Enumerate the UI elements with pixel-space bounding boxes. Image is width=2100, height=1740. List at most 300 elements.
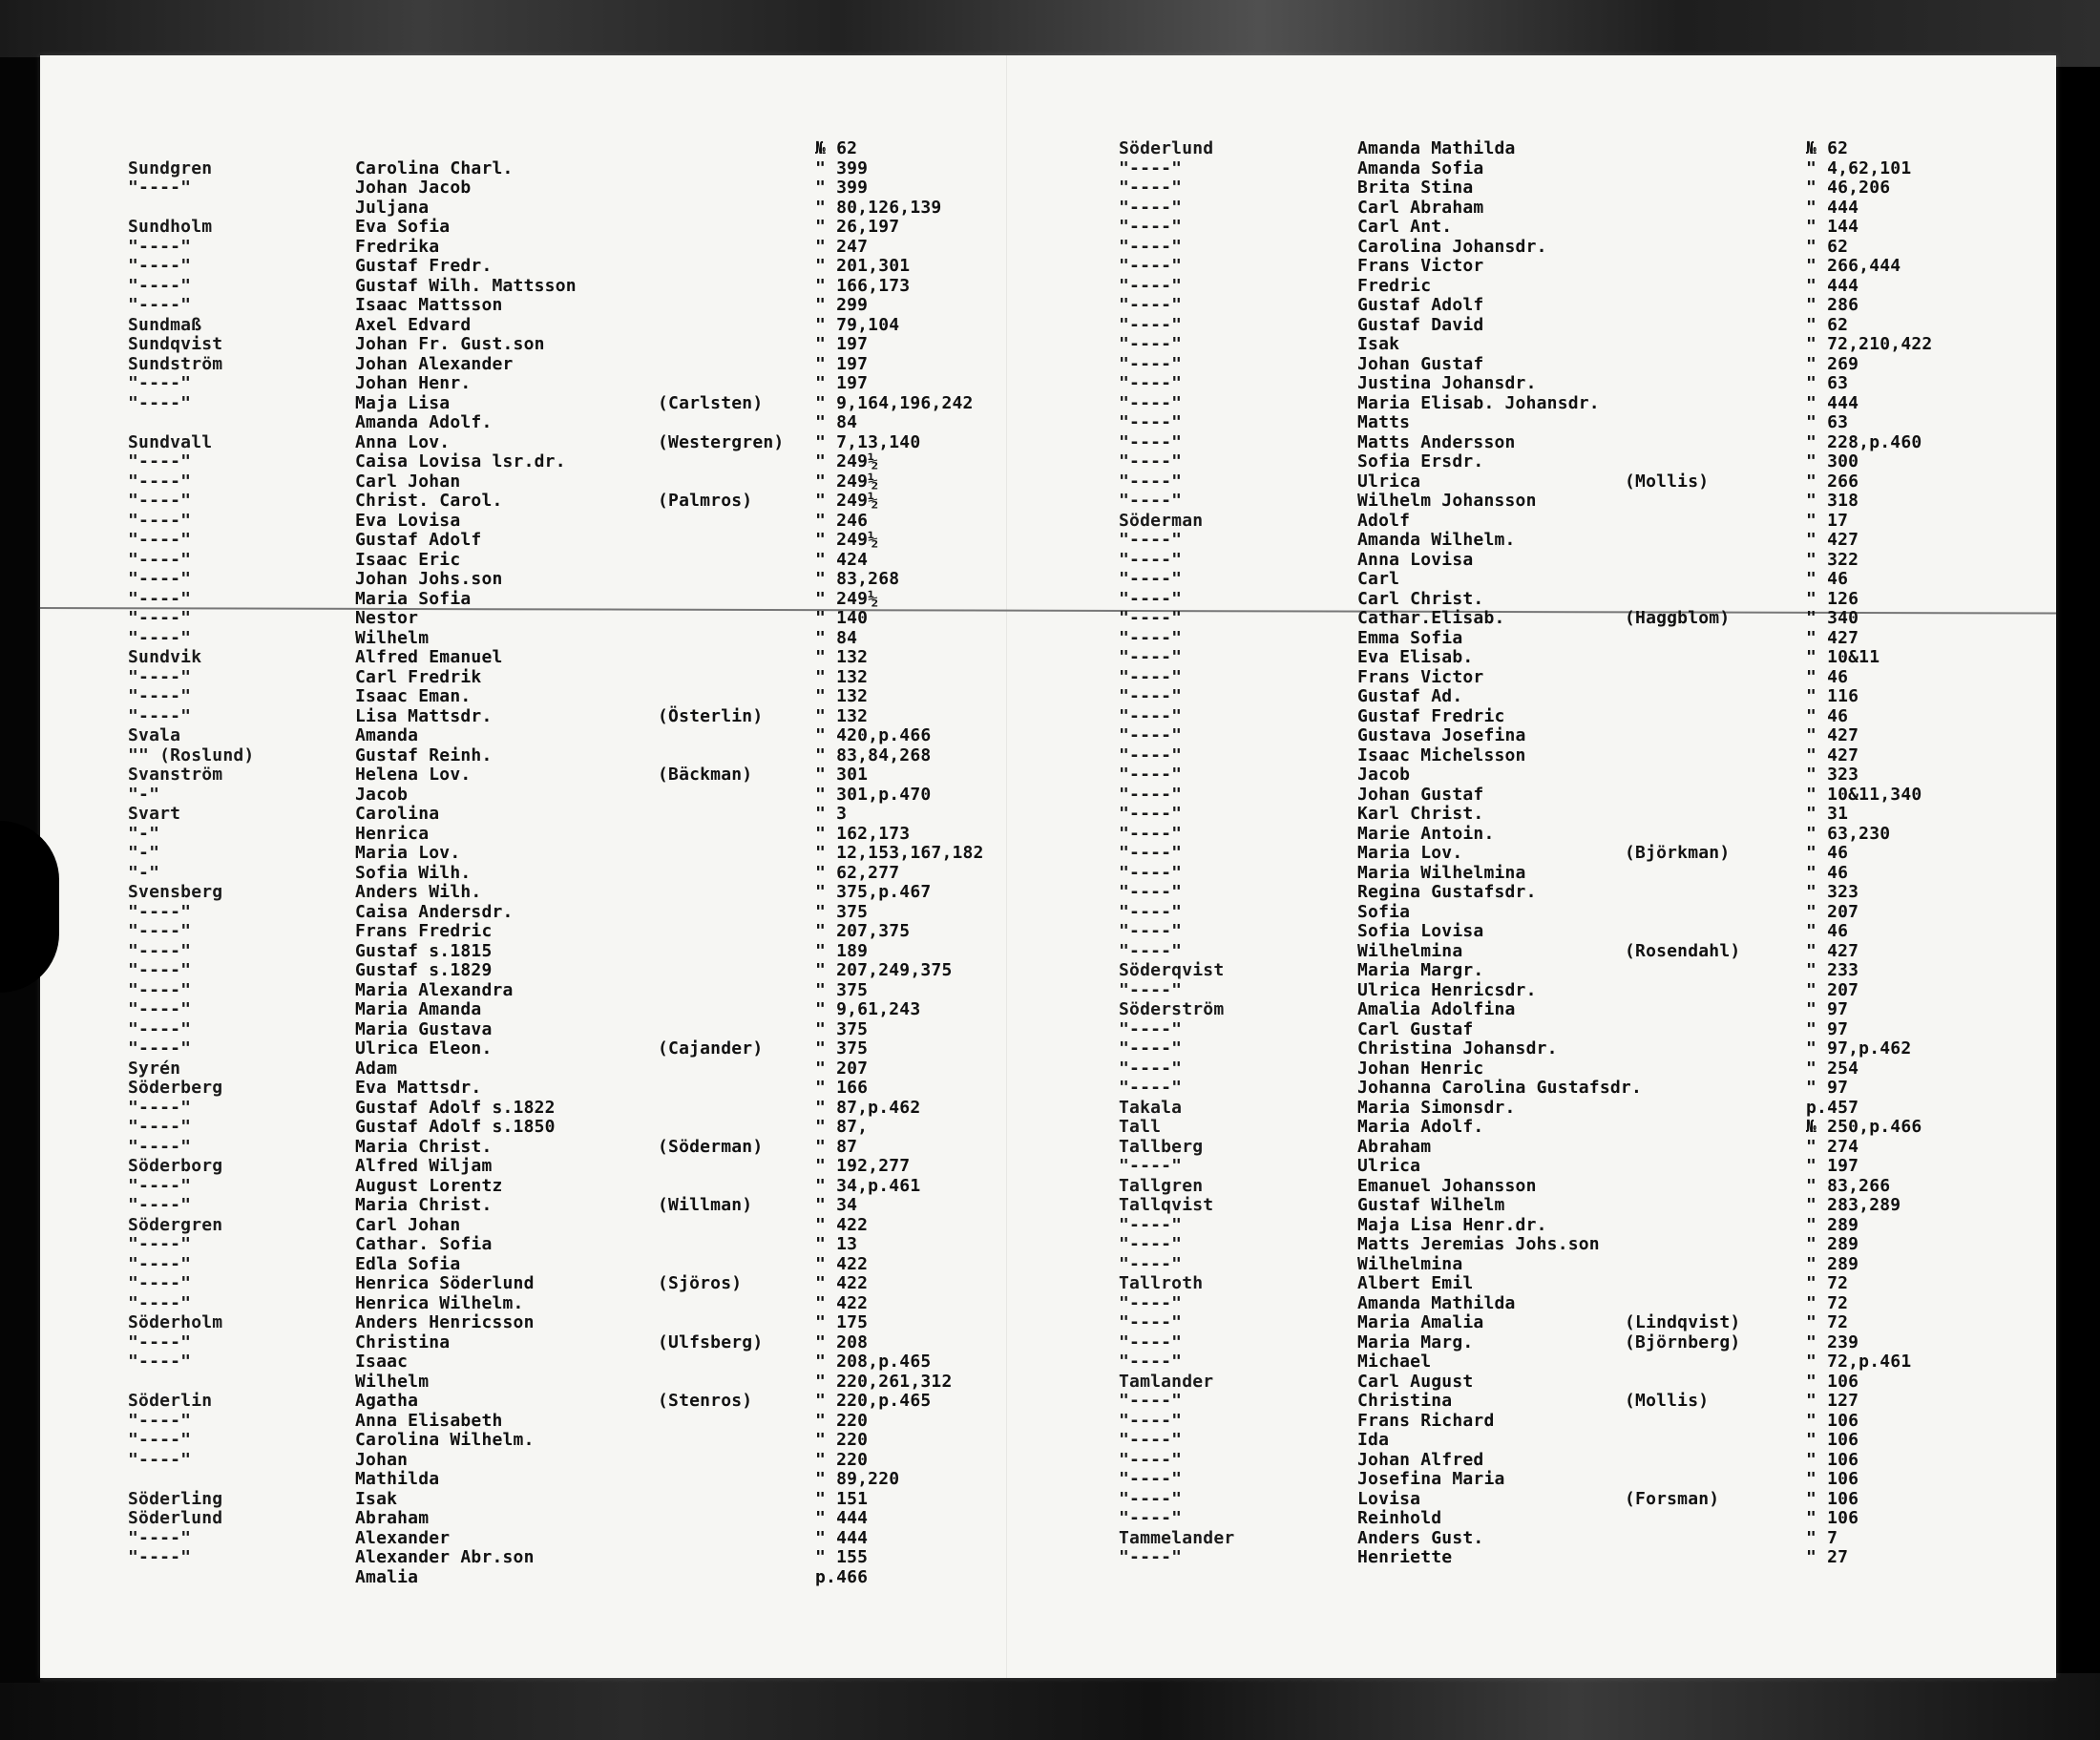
entry-surname: "----" xyxy=(1119,627,1183,648)
entry-nums: " 10&11 xyxy=(1806,647,1880,667)
entry-nums: " 300 xyxy=(1806,451,1859,472)
entry-given: Maria Adolf. xyxy=(1357,1117,1484,1137)
entry-note: (Sjöros) xyxy=(658,1273,743,1293)
entry-surname: Söderholm xyxy=(128,1312,223,1332)
entry-nums: " 12,153,167,182 xyxy=(815,843,984,863)
entry-given: Carl August xyxy=(1357,1371,1474,1392)
page-crease xyxy=(1006,55,1007,1678)
entry-given: Johan Fr. Gust.son xyxy=(355,334,545,354)
entry-given: Maria Lov. xyxy=(355,843,461,863)
entry-surname: "----" xyxy=(128,510,192,531)
entry-given: Maria Simonsdr. xyxy=(1357,1097,1516,1118)
entry-nums: " 89,220 xyxy=(815,1469,900,1489)
entry-nums: " 444 xyxy=(815,1527,869,1548)
entry-surname: Söderlund xyxy=(1119,138,1214,158)
entry-surname: "----" xyxy=(128,256,192,276)
entry-given: Isak xyxy=(1357,334,1400,354)
entry-given: Gustaf Ad. xyxy=(1357,686,1463,706)
entry-nums: " 106 xyxy=(1806,1469,1859,1489)
entry-nums: " 97 xyxy=(1806,1078,1849,1098)
entry-nums: " 422 xyxy=(815,1253,869,1274)
entry-given: Isaac Michelsson xyxy=(1357,744,1526,765)
entry-nums: " 375 xyxy=(815,1038,869,1059)
entry-surname: Tall xyxy=(1119,1117,1162,1137)
entry-surname: "----" xyxy=(128,921,192,941)
entry-surname: "----" xyxy=(1119,1331,1183,1352)
entry-nums: " 220,p.465 xyxy=(815,1391,932,1411)
entry-nums: " 62 xyxy=(1806,314,1849,335)
entry-given: Amanda Wilhelm. xyxy=(1357,530,1516,550)
entry-surname: "----" xyxy=(1119,647,1183,667)
entry-given: Anders Gust. xyxy=(1357,1527,1484,1548)
entry-note: (Mollis) xyxy=(1625,471,1710,492)
entry-surname: "----" xyxy=(1119,823,1183,844)
entry-nums: " 166 xyxy=(815,1078,869,1098)
entry-surname: "----" xyxy=(1119,725,1183,745)
entry-surname: "----" xyxy=(1119,1214,1183,1235)
entry-given: Gustaf Wilhelm xyxy=(1357,1195,1505,1215)
entry-nums: № 62 xyxy=(1806,138,1849,158)
entry-given: Isaac Eman. xyxy=(355,686,472,706)
entry-nums: " 375 xyxy=(815,901,869,922)
entry-given: Frans Victor xyxy=(1357,666,1484,687)
entry-nums: " 427 xyxy=(1806,744,1859,765)
entry-surname: "----" xyxy=(128,1527,192,1548)
entry-nums: " 266 xyxy=(1806,471,1859,492)
entry-given: Carl Johan xyxy=(355,1214,461,1235)
entry-given: Ulrica Eleon. xyxy=(355,1038,493,1059)
entry-nums: " 323 xyxy=(1806,765,1859,785)
entry-given: Johan Gustaf xyxy=(1357,784,1484,805)
entry-given: Amalia xyxy=(355,1566,419,1587)
entry-surname: "----" xyxy=(1119,1508,1183,1528)
entry-nums: " 246 xyxy=(815,510,869,531)
entry-given: Ulrica xyxy=(1357,471,1421,492)
entry-nums: " 197 xyxy=(815,334,869,354)
entry-given: Henriette xyxy=(1357,1547,1453,1567)
entry-given: Alfred Wiljam xyxy=(355,1156,493,1176)
entry-surname: "----" xyxy=(128,979,192,1000)
entry-note: (Haggblom) xyxy=(1625,608,1731,628)
entry-nums: " 444 xyxy=(1806,275,1859,296)
entry-nums: " 7,13,140 xyxy=(815,431,921,452)
entry-nums: " 151 xyxy=(815,1488,869,1509)
entry-note: (Ulfsberg) xyxy=(658,1331,764,1352)
entry-given: Wilhelm xyxy=(355,1371,430,1392)
entry-nums: " 9,61,243 xyxy=(815,999,921,1019)
entry-nums: " 132 xyxy=(815,666,869,687)
entry-nums: " 72 xyxy=(1806,1273,1849,1293)
entry-surname: "----" xyxy=(1119,530,1183,550)
entry-surname: Söderberg xyxy=(128,1078,223,1098)
entry-nums: " 233 xyxy=(1806,960,1859,980)
entry-surname: "----" xyxy=(128,1018,192,1039)
entry-given: Carl Gustaf xyxy=(1357,1018,1474,1039)
entry-given: Christina xyxy=(355,1331,451,1352)
entry-given: Helena Lov. xyxy=(355,765,472,785)
entry-nums: " 422 xyxy=(815,1292,869,1313)
entry-note: (Stenros) xyxy=(658,1391,753,1411)
entry-nums: " 80,126,139 xyxy=(815,197,942,218)
entry-surname: "----" xyxy=(128,569,192,589)
entry-nums: " 301 xyxy=(815,765,869,785)
entry-nums: " 289 xyxy=(1806,1253,1859,1274)
entry-surname: Tallberg xyxy=(1119,1136,1204,1157)
entry-nums: " 323 xyxy=(1806,882,1859,902)
entry-surname: "----" xyxy=(128,705,192,726)
entry-nums: " 208,p.465 xyxy=(815,1352,932,1372)
entry-given: Johan Jacob xyxy=(355,178,472,198)
entry-surname: Sundvik xyxy=(128,647,202,667)
entry-given: Anna Elisabeth xyxy=(355,1410,503,1431)
entry-nums: " 46 xyxy=(1806,666,1849,687)
entry-nums: " 208 xyxy=(815,1331,869,1352)
entry-surname: "----" xyxy=(1119,705,1183,726)
entry-given: Maria Margr. xyxy=(1357,960,1484,980)
entry-given: Matts Andersson xyxy=(1357,431,1516,452)
entry-nums: " 62 xyxy=(1806,236,1849,257)
entry-given: Christ. Carol. xyxy=(355,491,503,511)
entry-given: August Lorentz xyxy=(355,1175,503,1196)
entry-note: (Björkman) xyxy=(1625,843,1731,863)
entry-nums: " 249½ xyxy=(815,530,879,550)
entry-surname: "----" xyxy=(128,392,192,413)
entry-surname: "----" xyxy=(128,1292,192,1313)
entry-given: Johan Henr. xyxy=(355,373,472,393)
entry-surname: "----" xyxy=(128,295,192,315)
entry-given: Agatha xyxy=(355,1391,419,1411)
entry-nums: " 192,277 xyxy=(815,1156,911,1176)
entry-given: Maria Elisab. Johansdr. xyxy=(1357,392,1600,413)
entry-nums: " 72 xyxy=(1806,1312,1849,1332)
entry-surname: "----" xyxy=(1119,1391,1183,1411)
entry-surname: "----" xyxy=(1119,666,1183,687)
entry-note: (Cajander) xyxy=(658,1038,764,1059)
entry-surname: "----" xyxy=(128,1410,192,1431)
entry-nums: " 83,266 xyxy=(1806,1175,1891,1196)
entry-nums: " 34 xyxy=(815,1195,858,1215)
entry-surname: "----" xyxy=(1119,1058,1183,1079)
entry-given: Anna Lovisa xyxy=(1357,549,1474,570)
entry-nums: " 444 xyxy=(1806,197,1859,218)
entry-nums: " 13 xyxy=(815,1234,858,1254)
entry-nums: " 87,p.462 xyxy=(815,1097,921,1118)
entry-surname: "----" xyxy=(1119,392,1183,413)
entry-surname: "----" xyxy=(1119,1018,1183,1039)
entry-given: Fredrika xyxy=(355,236,440,257)
entry-surname: "----" xyxy=(128,1195,192,1215)
entry-nums: " 97 xyxy=(1806,1018,1849,1039)
entry-given: Maria Alexandra xyxy=(355,979,514,1000)
entry-surname: "----" xyxy=(128,1175,192,1196)
entry-surname: Söderqvist xyxy=(1119,960,1225,980)
entry-surname: "-" xyxy=(128,843,160,863)
entry-nums: " 220,261,312 xyxy=(815,1371,953,1392)
entry-nums: " 72,210,422 xyxy=(1806,334,1933,354)
entry-nums: " 249½ xyxy=(815,491,879,511)
entry-note: (Westergren) xyxy=(658,431,785,452)
entry-surname: "----" xyxy=(128,1117,192,1137)
entry-note: (Rosendahl) xyxy=(1625,940,1741,961)
entry-given: Alfred Emanuel xyxy=(355,647,503,667)
entry-given: Abraham xyxy=(355,1508,430,1528)
entry-given: Christina Johansdr. xyxy=(1357,1038,1558,1059)
entry-nums: " 424 xyxy=(815,549,869,570)
entry-surname: "----" xyxy=(1119,471,1183,492)
entry-nums: " 46 xyxy=(1806,843,1849,863)
entry-surname: Syrén xyxy=(128,1058,181,1079)
entry-given: Matts xyxy=(1357,412,1411,432)
entry-given: Christina xyxy=(1357,1391,1453,1411)
entry-nums: " 247 xyxy=(815,236,869,257)
entry-nums: " 97,p.462 xyxy=(1806,1038,1912,1059)
entry-surname: "----" xyxy=(128,491,192,511)
entry-surname: "----" xyxy=(128,1097,192,1118)
entry-surname: "----" xyxy=(128,1234,192,1254)
entry-surname: Svart xyxy=(128,804,181,824)
entry-given: Fredric xyxy=(1357,275,1432,296)
entry-given: Maria Sofia xyxy=(355,588,472,609)
entry-surname: Södergren xyxy=(128,1214,223,1235)
entry-given: Gustaf Adolf s.1822 xyxy=(355,1097,556,1118)
entry-nums: " 175 xyxy=(815,1312,869,1332)
entry-given: Carl Abraham xyxy=(1357,197,1484,218)
entry-given: Sofia Ersdr. xyxy=(1357,451,1484,472)
entry-surname: "----" xyxy=(1119,804,1183,824)
entry-surname: "----" xyxy=(1119,275,1183,296)
entry-given: Henrica xyxy=(355,823,430,844)
entry-given: Gustaf Adolf s.1850 xyxy=(355,1117,556,1137)
entry-given: Gustaf Adolf xyxy=(355,530,482,550)
entry-nums: " 79,104 xyxy=(815,314,900,335)
entry-given: Carl Fredrik xyxy=(355,666,482,687)
entry-nums: " 46,206 xyxy=(1806,178,1891,198)
entry-surname: "----" xyxy=(1119,451,1183,472)
entry-nums: " 10&11,340 xyxy=(1806,784,1922,805)
entry-surname: "----" xyxy=(128,549,192,570)
entry-surname: "----" xyxy=(128,1253,192,1274)
entry-given: Maria Amanda xyxy=(355,999,482,1019)
entry-given: Reinhold xyxy=(1357,1508,1442,1528)
entry-surname: "----" xyxy=(128,1547,192,1567)
entry-given: Frans Richard xyxy=(1357,1410,1495,1431)
entry-given: Gustava Josefina xyxy=(1357,725,1526,745)
entry-surname: "----" xyxy=(1119,334,1183,354)
entry-nums: " 46 xyxy=(1806,862,1849,883)
entry-given: Carolina Wilhelm. xyxy=(355,1430,535,1450)
entry-surname: "----" xyxy=(1119,1156,1183,1176)
entry-given: Maja Lisa Henr.dr. xyxy=(1357,1214,1547,1235)
entry-surname: "----" xyxy=(1119,588,1183,609)
entry-note: (Palmros) xyxy=(658,491,753,511)
entry-given: Maja Lisa xyxy=(355,392,451,413)
entry-surname: "----" xyxy=(1119,784,1183,805)
entry-nums: " 207 xyxy=(1806,901,1859,922)
entry-nums: " 249½ xyxy=(815,471,879,492)
entry-nums: " 201,301 xyxy=(815,256,911,276)
entry-nums: " 63 xyxy=(1806,373,1849,393)
entry-given: Jacob xyxy=(1357,765,1411,785)
entry-given: Johan Gustaf xyxy=(1357,353,1484,374)
entry-given: Amanda Adolf. xyxy=(355,412,493,432)
entry-given: Johan xyxy=(355,1449,409,1470)
entry-given: Eva Mattsdr. xyxy=(355,1078,482,1098)
entry-surname: "----" xyxy=(1119,979,1183,1000)
scan-bottom-border xyxy=(0,1673,2100,1740)
entry-note: (Carlsten) xyxy=(658,392,764,413)
entry-surname: Sundholm xyxy=(128,217,213,237)
entry-surname: "----" xyxy=(1119,882,1183,902)
entry-surname: "----" xyxy=(1119,178,1183,198)
entry-surname: "----" xyxy=(1119,608,1183,628)
entry-surname: "----" xyxy=(128,666,192,687)
entry-nums: " 289 xyxy=(1806,1214,1859,1235)
entry-nums: " 239 xyxy=(1806,1331,1859,1352)
entry-nums: " 220 xyxy=(815,1449,869,1470)
entry-given: Gustaf Adolf xyxy=(1357,295,1484,315)
entry-nums: " 127 xyxy=(1806,1391,1859,1411)
entry-surname: "----" xyxy=(128,608,192,628)
entry-nums: " 274 xyxy=(1806,1136,1859,1157)
entry-nums: " 63,230 xyxy=(1806,823,1891,844)
entry-note: (Willman) xyxy=(658,1195,753,1215)
entry-given: Justina Johansdr. xyxy=(1357,373,1537,393)
entry-note: (Söderman) xyxy=(658,1136,764,1157)
entry-nums: " 266,444 xyxy=(1806,256,1901,276)
entry-given: Amalia Adolfina xyxy=(1357,999,1516,1019)
entry-surname: "----" xyxy=(128,530,192,550)
entry-surname: "----" xyxy=(128,1449,192,1470)
entry-nums: " 249½ xyxy=(815,451,879,472)
entry-surname: "----" xyxy=(1119,1253,1183,1274)
entry-nums: " 340 xyxy=(1806,608,1859,628)
entry-given: Maria Wilhelmina xyxy=(1357,862,1526,883)
entry-nums: " 299 xyxy=(815,295,869,315)
entry-surname: "----" xyxy=(128,1136,192,1157)
entry-nums: " 399 xyxy=(815,157,869,178)
entry-surname: Sundgren xyxy=(128,157,213,178)
entry-nums: " 72,p.461 xyxy=(1806,1352,1912,1372)
entry-given: Gustaf Fredric xyxy=(1357,705,1505,726)
entry-surname: "----" xyxy=(128,999,192,1019)
entry-given: Isak xyxy=(355,1488,398,1509)
entry-given: Cathar. Sofia xyxy=(355,1234,493,1254)
entry-nums: " 116 xyxy=(1806,686,1859,706)
entry-surname: "----" xyxy=(1119,197,1183,218)
entry-nums: " 254 xyxy=(1806,1058,1859,1079)
entry-given: Carolina Johansdr. xyxy=(1357,236,1547,257)
entry-nums: " 189 xyxy=(815,940,869,961)
entry-nums: " 207,249,375 xyxy=(815,960,953,980)
entry-surname: "----" xyxy=(1119,412,1183,432)
entry-surname: Sundmaß xyxy=(128,314,202,335)
entry-surname: "----" xyxy=(128,373,192,393)
entry-nums: " 132 xyxy=(815,647,869,667)
index-page xyxy=(40,55,2056,1678)
entry-surname: "-" xyxy=(128,823,160,844)
entry-surname: "-" xyxy=(128,784,160,805)
entry-nums: " 132 xyxy=(815,686,869,706)
entry-surname: "----" xyxy=(128,1352,192,1372)
entry-surname: "----" xyxy=(128,275,192,296)
entry-surname: "" (Roslund) xyxy=(128,744,255,765)
entry-surname: "----" xyxy=(1119,1547,1183,1567)
entry-note: (Österlin) xyxy=(658,705,764,726)
entry-nums: № 250,p.466 xyxy=(1806,1117,1922,1137)
entry-surname: "----" xyxy=(128,940,192,961)
entry-nums: " 140 xyxy=(815,608,869,628)
entry-given: Emanuel Johansson xyxy=(1357,1175,1537,1196)
entry-nums: " 197 xyxy=(815,373,869,393)
entry-nums: " 83,84,268 xyxy=(815,744,932,765)
entry-given: Gustaf Fredr. xyxy=(355,256,493,276)
entry-given: Lovisa xyxy=(1357,1488,1421,1509)
entry-given: Brita Stina xyxy=(1357,178,1474,198)
entry-surname: "----" xyxy=(1119,295,1183,315)
entry-given: Adam xyxy=(355,1058,398,1079)
entry-surname: "----" xyxy=(1119,1410,1183,1431)
entry-nums: " 46 xyxy=(1806,705,1849,726)
entry-given: Maria Christ. xyxy=(355,1195,493,1215)
entry-given: Wilhelmina xyxy=(1357,940,1463,961)
entry-surname: Söderström xyxy=(1119,999,1225,1019)
entry-given: Nestor xyxy=(355,608,419,628)
entry-nums: " 375 xyxy=(815,1018,869,1039)
entry-nums: " 106 xyxy=(1806,1488,1859,1509)
entry-given: Matts Jeremias Johs.son xyxy=(1357,1234,1600,1254)
entry-given: Eva Elisab. xyxy=(1357,647,1474,667)
entry-given: Alexander Abr.son xyxy=(355,1547,535,1567)
entry-surname: "----" xyxy=(128,686,192,706)
entry-given: Mathilda xyxy=(355,1469,440,1489)
entry-given: Cathar.Elisab. xyxy=(1357,608,1505,628)
entry-given: Maria Christ. xyxy=(355,1136,493,1157)
entry-nums: " 155 xyxy=(815,1547,869,1567)
entry-given: Isaac Eric xyxy=(355,549,461,570)
entry-nums: " 228,p.460 xyxy=(1806,431,1922,452)
entry-nums: " 420,p.466 xyxy=(815,725,932,745)
entry-note: (Lindqvist) xyxy=(1625,1312,1741,1332)
entry-surname: Söderborg xyxy=(128,1156,223,1176)
entry-given: Sofia Wilh. xyxy=(355,862,472,883)
entry-given: Maria Gustava xyxy=(355,1018,493,1039)
entry-given: Eva Sofia xyxy=(355,217,451,237)
entry-given: Sofia Lovisa xyxy=(1357,921,1484,941)
entry-nums: " 34,p.461 xyxy=(815,1175,921,1196)
entry-nums: " 106 xyxy=(1806,1449,1859,1470)
entry-surname: Sundvall xyxy=(128,431,213,452)
entry-nums: " 220 xyxy=(815,1430,869,1450)
entry-surname: "----" xyxy=(1119,765,1183,785)
entry-given: Wilhelmina xyxy=(1357,1253,1463,1274)
entry-given: Jacob xyxy=(355,784,409,805)
entry-nums: " 444 xyxy=(1806,392,1859,413)
entry-note: (Forsman) xyxy=(1625,1488,1720,1509)
entry-nums: " 126 xyxy=(1806,588,1859,609)
entry-nums: " 301,p.470 xyxy=(815,784,932,805)
entry-nums: " 207 xyxy=(1806,979,1859,1000)
entry-surname: "----" xyxy=(1119,843,1183,863)
entry-nums: " 46 xyxy=(1806,569,1849,589)
entry-given: Carl Johan xyxy=(355,471,461,492)
entry-given: Carl Christ. xyxy=(1357,588,1484,609)
entry-surname: Tamlander xyxy=(1119,1371,1214,1392)
entry-nums: " 375 xyxy=(815,979,869,1000)
entry-nums: " 87, xyxy=(815,1117,869,1137)
entry-nums: " 87 xyxy=(815,1136,858,1157)
entry-nums: " 31 xyxy=(1806,804,1849,824)
entry-given: Johanna Carolina Gustafsdr. xyxy=(1357,1078,1642,1098)
